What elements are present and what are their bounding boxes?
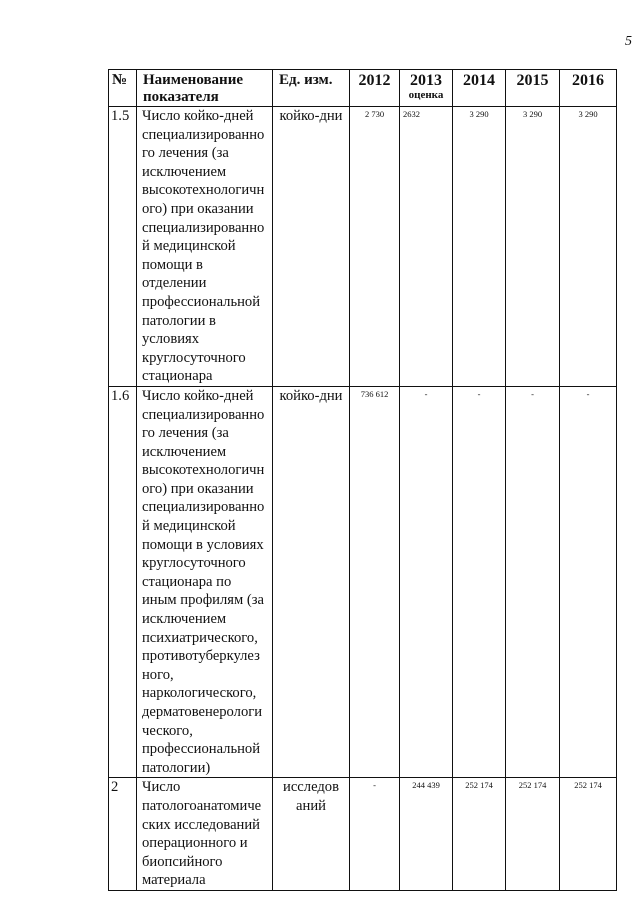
table-header-row: [109, 70, 617, 107]
page-number: 5: [625, 34, 632, 49]
row-value-2012: 2 730: [350, 107, 400, 387]
row-value-2012: 736 612: [350, 386, 400, 777]
table-row: [109, 778, 617, 891]
row-indicator-name: Число патологоанатомиче ских исследований операционного и биопсийного материала: [137, 778, 273, 891]
header-year-2012: 2012: [350, 70, 400, 107]
row-value-2012: -: [350, 778, 400, 891]
row-value-2015: 252 174: [506, 778, 560, 891]
row-unit: койко-дни: [273, 386, 350, 777]
header-year-2016: 2016: [560, 70, 617, 107]
row-value-2014: 252 174: [453, 778, 506, 891]
indicator-table: [108, 69, 617, 891]
row-indicator-name: Число койко-дней специализированно го лечения (за исключением высокотехнологичн ого) при оказании специализированно й медицинской помощи в условиях круглосуточного стационара по иным профилям (за исключением психиатрического, противотуберкулез ного, наркологического, дерматовенерологи ческого, профессиональной патологии): [137, 386, 273, 777]
row-unit: койко-дни: [273, 107, 350, 387]
row-indicator-name: Число койко-дней специализированно го лечения (за исключением высокотехнологичн ого) при оказании специализированно й медицинской помощи в отделении профессиональной патологии в условиях круглосуточного стационара: [137, 107, 273, 387]
header-year-2015: 2015: [506, 70, 560, 107]
table-row: [109, 386, 617, 777]
row-number: 2: [109, 778, 137, 891]
header-year-2013-note: оценка: [408, 89, 444, 101]
row-unit: исследов аний: [273, 778, 350, 891]
header-indicator-name: Наименование показателя: [137, 70, 273, 107]
row-value-2016: 3 290: [560, 107, 617, 387]
row-value-2013: -: [400, 386, 453, 777]
row-value-2013: 2632: [400, 107, 453, 387]
header-number: №: [109, 70, 137, 107]
row-value-2014: 3 290: [453, 107, 506, 387]
header-unit: Ед. изм.: [273, 70, 350, 107]
header-year-2013-label: 2013: [410, 72, 442, 89]
row-value-2016: -: [560, 386, 617, 777]
table-row: [109, 107, 617, 387]
row-value-2015: -: [506, 386, 560, 777]
header-year-2014: 2014: [453, 70, 506, 107]
row-value-2013: 244 439: [400, 778, 453, 891]
row-number: 1.5: [109, 107, 137, 387]
row-value-2015: 3 290: [506, 107, 560, 387]
indicator-table-container: [108, 69, 616, 891]
header-year-2013: [400, 70, 453, 107]
row-number: 1.6: [109, 386, 137, 777]
row-value-2014: -: [453, 386, 506, 777]
row-value-2016: 252 174: [560, 778, 617, 891]
